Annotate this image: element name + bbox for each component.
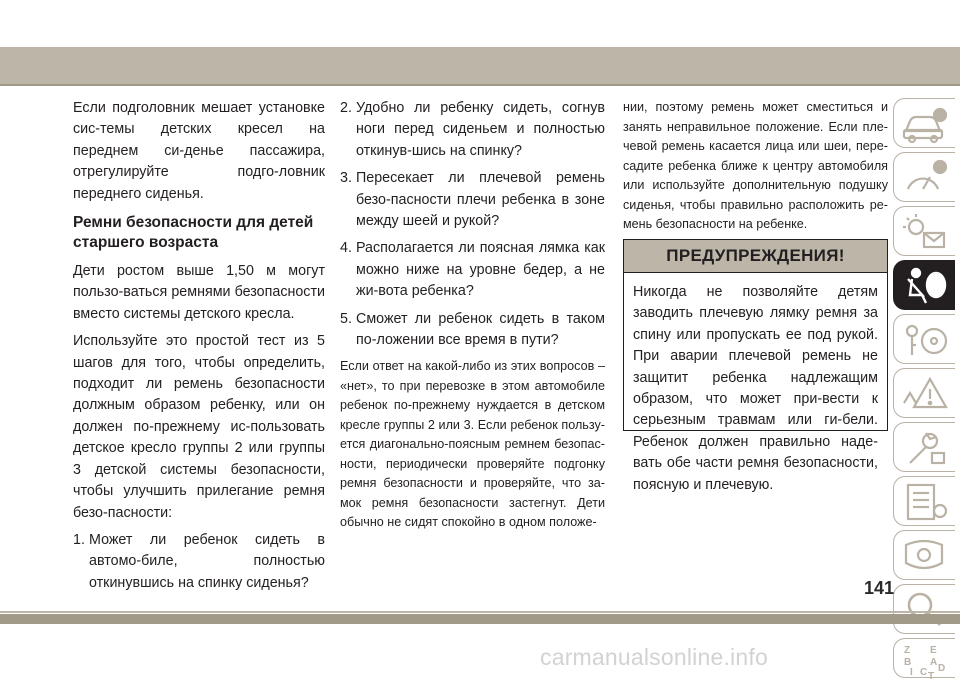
service-wrench-icon	[900, 427, 950, 469]
right-column	[623, 98, 888, 241]
test-item-5	[340, 309, 605, 352]
warning-title: ПРЕДУПРЕЖДЕНИЯ!	[624, 240, 887, 273]
tab-letter: C	[920, 667, 928, 678]
airbag-seatbelt-icon	[900, 265, 950, 307]
car-info-icon	[900, 103, 950, 145]
tab-lights-messages[interactable]	[893, 206, 955, 256]
item-number: 4.	[340, 240, 352, 257]
item-text: Располагается ли поясная лямка как можно ниже на уровне бедер, а не жи-вота ребенка?	[356, 240, 605, 300]
search-index-icon	[900, 589, 950, 631]
lights-message-icon	[900, 211, 950, 253]
test-item-2	[340, 98, 605, 162]
tab-dashboard[interactable]	[893, 152, 955, 202]
height-paragraph: Дети ростом выше 1,50 м могут пользо-ваться ремнями безопасности вместо системы детского кресла.	[73, 263, 325, 322]
test-item-4	[340, 238, 605, 302]
tab-letter: T	[928, 671, 935, 682]
key-steering-icon	[900, 319, 950, 361]
tab-languages[interactable]	[893, 638, 955, 682]
item-number: 2.	[340, 100, 352, 116]
watermark: carmanualsonline.info	[540, 644, 768, 670]
multimedia-icon	[900, 535, 950, 577]
middle-column	[340, 98, 605, 539]
tab-letter: D	[938, 663, 946, 674]
headrest-paragraph: Если подголовник мешает установке сис-темы детских кресел на переднем си-денье пассажира, отрегулируйте подго-ловник переднего сиденья.	[73, 100, 325, 202]
tab-letter: B	[904, 657, 912, 668]
tab-emergency[interactable]	[893, 368, 955, 418]
item-number: 3.	[340, 170, 352, 187]
tab-service[interactable]	[893, 422, 955, 472]
answer-note: Если ответ на какой-либо из этих вопросов – «нет», то при перевозке в этом автомобиле ребенок по-прежнему нуждается в детском кресле группы 2 или 3. Если ребенок пользу-ется диагонально-поясным ремнем безопас-ности, периодически проверяйте подгонку ремня безопасности и проверяйте, что за-мок ремня безопасности застегнут. Дети обычно не сидят спокойно в одном положе-	[340, 359, 605, 530]
test-paragraph: Используйте это простой тест из 5 шагов для того, чтобы определить, подходит ли ремень безопасности должным образом ребенку, или он должен по-прежнему ис-пользовать детское кресло группы 2 или группы 3 детской системы безопасности, чтобы улучшить прилегание ремня безо-пасности:	[73, 333, 325, 521]
specifications-list-icon	[900, 481, 950, 523]
footer-band	[0, 614, 960, 624]
tab-multimedia[interactable]	[893, 530, 955, 580]
item-text: Удобно ли ребенку сидеть, согнув ноги перед сиденьем и полностью откинув-шись на спинку?	[356, 100, 605, 159]
header-band-line	[0, 84, 960, 86]
test-item-1	[73, 530, 325, 594]
item-text: Может ли ребенок сидеть в автомо-биле, полностью откинувшись на спинку сиденья?	[89, 531, 325, 591]
roadside-warning-icon	[900, 373, 950, 415]
warning-text: Никогда не позволяйте детям заводить плечевую лямку ремня за спину или пропускать ее под рукой. При аварии плечевой ремень не защитит ребенка надлежащим образом, что может при-вести к серьезным травмам или ги-бели. Ребенок должен правильно наде-вать обе части ремня безопасности, поясную и плечевую.	[633, 284, 878, 493]
tab-starting[interactable]	[893, 314, 955, 364]
item-text: Сможет ли ребенок сидеть в таком по-ложении все время в пути?	[356, 310, 605, 349]
footer-band-line	[0, 611, 960, 613]
item-number: 1.	[73, 531, 85, 548]
section-heading: Ремни безопасности для детей старшего возраста	[73, 214, 314, 252]
warning-box	[623, 239, 888, 493]
language-letters-icon	[900, 643, 950, 685]
item-text: Пересекает ли плечевой ремень безо-пасности плечи ребенка в зоне между шеей и рукой?	[356, 170, 605, 230]
tab-safety[interactable]	[893, 260, 955, 310]
tab-letter: Z	[904, 645, 911, 656]
page-number: 141	[864, 578, 895, 598]
dashboard-gauge-icon	[900, 157, 950, 199]
tab-letter: I	[910, 667, 913, 678]
test-item-3	[340, 168, 605, 232]
tab-car-info[interactable]	[893, 98, 955, 148]
answer-note-continued: нии, поэтому ремень может сместиться и занять неправильное положение. Если пле-чевой ремень касается лица или шеи, пере-садите ребенка ближе к центру автомобиля или используйте дополнительную подушку сиденья, чтобы правильно расположить ре-мень безопасности на ребенке.	[623, 100, 888, 231]
tab-specifications[interactable]	[893, 476, 955, 526]
tab-index[interactable]	[893, 584, 955, 634]
item-number: 5.	[340, 310, 352, 327]
left-column	[73, 98, 325, 600]
tab-letter: A	[930, 657, 938, 668]
tab-letter: E	[930, 645, 937, 656]
header-band	[0, 47, 960, 84]
